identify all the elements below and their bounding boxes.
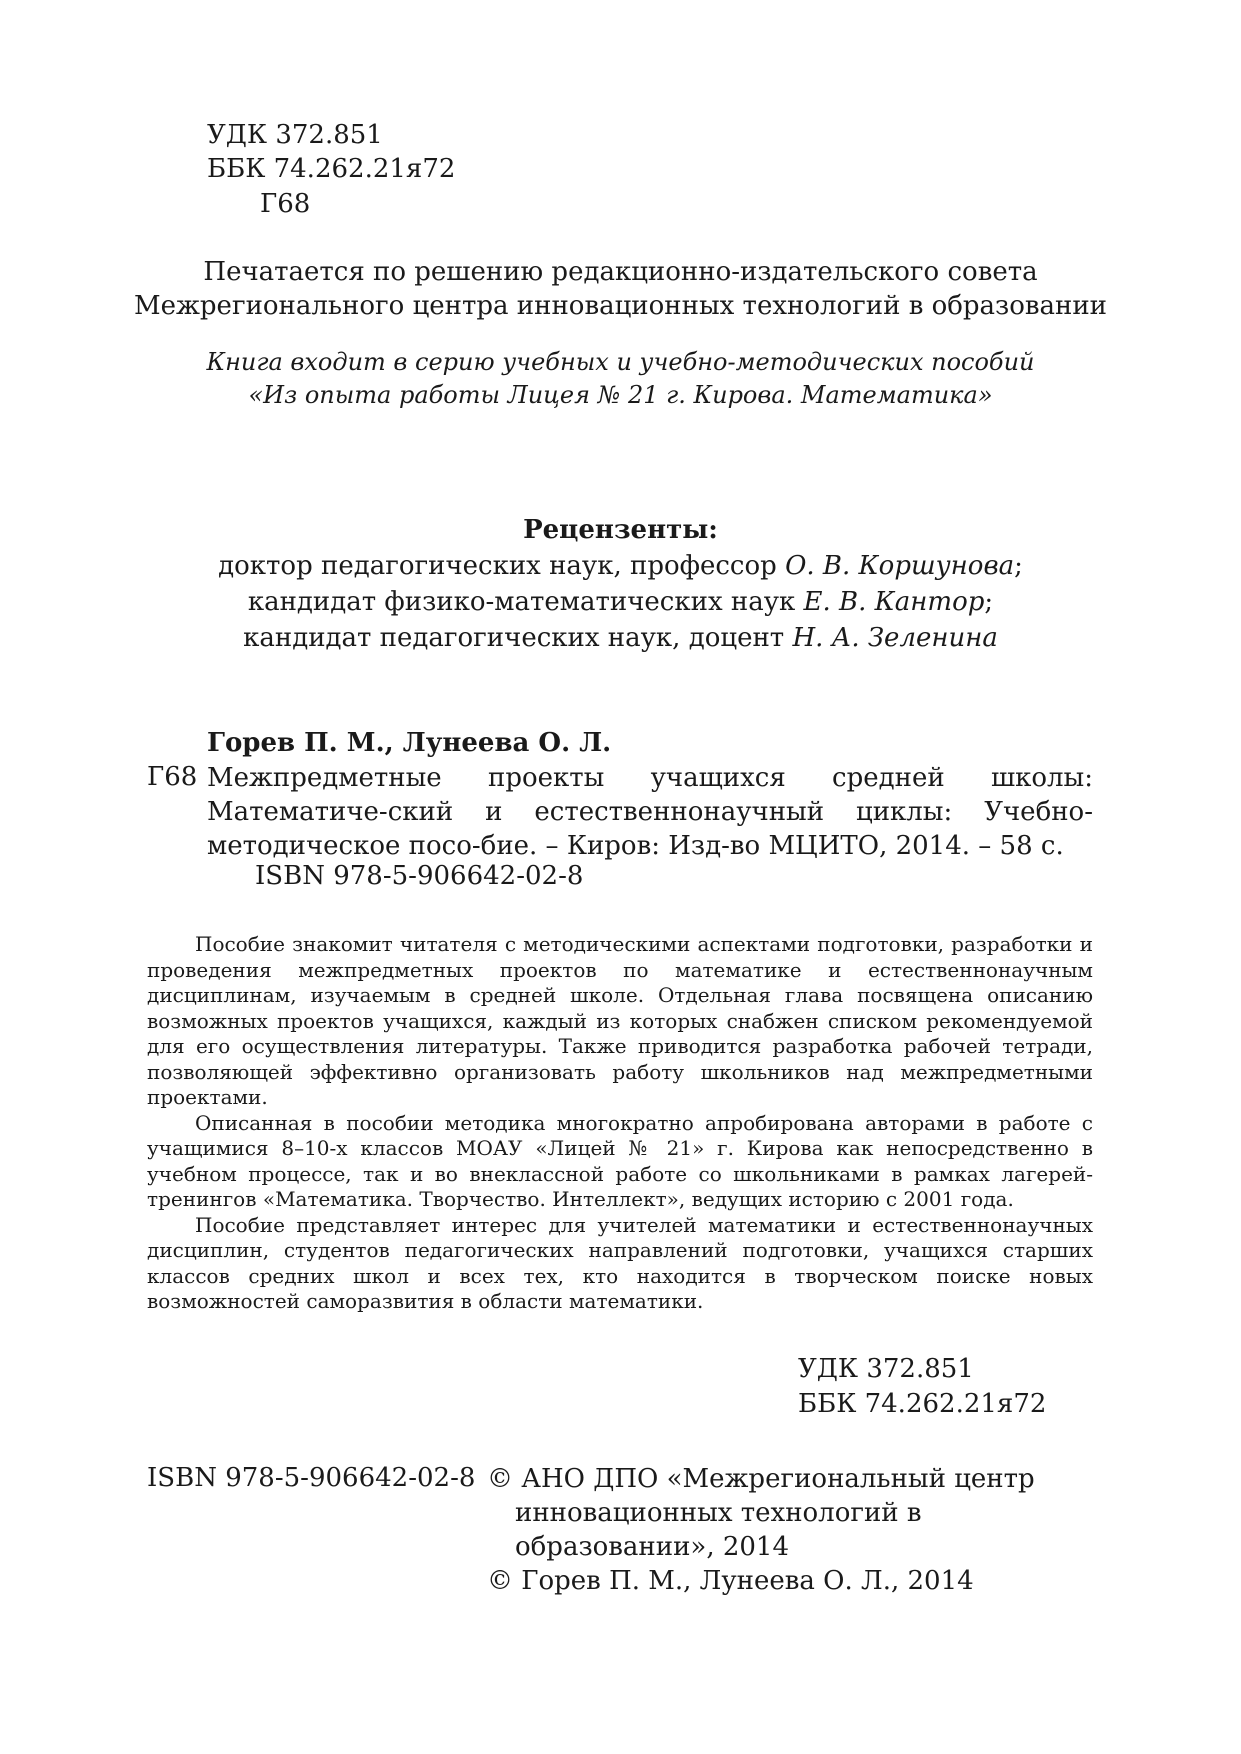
bib-mark: Г68 <box>147 762 198 792</box>
reviewer-3-name: Н. А. Зеленина <box>792 623 998 653</box>
series-note-line1: Книга входит в серию учебных и учебно-методических пособий <box>206 348 1035 376</box>
publication-note <box>0 256 1241 322</box>
reviewer-3-title: кандидат педагогических наук, доцент <box>243 623 785 653</box>
reviewer-1-name: О. В. Коршунова <box>785 551 1015 581</box>
abstract-paragraph-2: Описанная в пособии методика многократно апробирована авторами в работе с учащимися 8–10-х классов МОАУ «Лицей № 21» г. Кирова как непосредственно в учебном процессе, так и во внеклассной работе со школьниками в рамках лагерей-тренингов «Математика. Творчество. Интеллект», ведущих историю с 2001 года. <box>147 1110 1093 1211</box>
author-mark: Г68 <box>260 189 311 219</box>
bottom-bbk: ББК 74.262.21я72 <box>798 1389 1047 1419</box>
reviewer-2-title: кандидат физико-математических наук <box>247 587 796 617</box>
reviewer-2: кандидат физико-математических наук Е. В. Кантор; <box>247 587 994 617</box>
udk-code: УДК 372.851 <box>207 120 383 150</box>
copyright-line-1: © АНО ДПО «Межрегиональный центр инновационных технологий в образовании», 2014 <box>487 1464 1035 1562</box>
publication-note-line2: Межрегионального центра инновационных технологий в образовании <box>133 291 1108 321</box>
series-note-line2: «Из опыта работы Лицея № 21 г. Кирова. Математика» <box>248 381 993 409</box>
bib-isbn: ISBN 978-5-906642-02-8 <box>255 861 584 891</box>
bib-description: Межпредметные проекты учащихся средней школы: Математиче-ский и естественнонаучный циклы: Учебно-методическое посо-бие. – Киров: Изд-во МЦИТО, 2014. – 58 с. <box>207 763 1093 861</box>
bbk-code: ББК 74.262.21я72 <box>207 154 456 184</box>
reviewers-heading: Рецензенты: <box>523 515 718 545</box>
series-note <box>0 347 1241 411</box>
reviewer-2-name: Е. В. Кантор <box>803 587 985 617</box>
abstract-paragraph-3: Пособие представляет интерес для учителей математики и естественнонаучных дисциплин, студентов педагогических направлений подготовки, учащихся старших классов средних школ и всех тех, кто находится в творческом поиске новых возможностей саморазвития в области математики. <box>147 1212 1093 1313</box>
copyright-isbn: ISBN 978-5-906642-02-8 <box>147 1463 476 1493</box>
copyright-line-2: © Горев П. М., Лунеева О. Л., 2014 <box>487 1566 974 1596</box>
publication-note-line1: Печатается по решению редакционно-издательского совета <box>203 257 1038 287</box>
bottom-udk: УДК 372.851 <box>798 1354 974 1384</box>
abstract-paragraph-1: Пособие знакомит читателя с методическими аспектами подготовки, разработки и проведения межпредметных проектов по математике и естественнонаучным дисциплинам, изучаемым в средней школе. Отдельная глава посвящена описанию возможных проектов учащихся, каждый из которых снабжен списком рекомендуемой для его осуществления литературы. Также приводится разработка рабочей тетради, позволяющей эффективно организовать работу школьников над межпредметными проектами. <box>147 932 1093 1109</box>
copyright-block <box>487 1462 1087 1598</box>
abstract <box>147 932 1093 1315</box>
reviewer-1: доктор педагогических наук, профессор О. В. Коршунова; <box>218 551 1023 581</box>
reviewer-1-title: доктор педагогических наук, профессор <box>218 551 777 581</box>
reviewers-block <box>0 514 1241 654</box>
authors: Горев П. М., Лунеева О. Л. <box>207 728 612 758</box>
reviewer-3 <box>0 622 1241 654</box>
